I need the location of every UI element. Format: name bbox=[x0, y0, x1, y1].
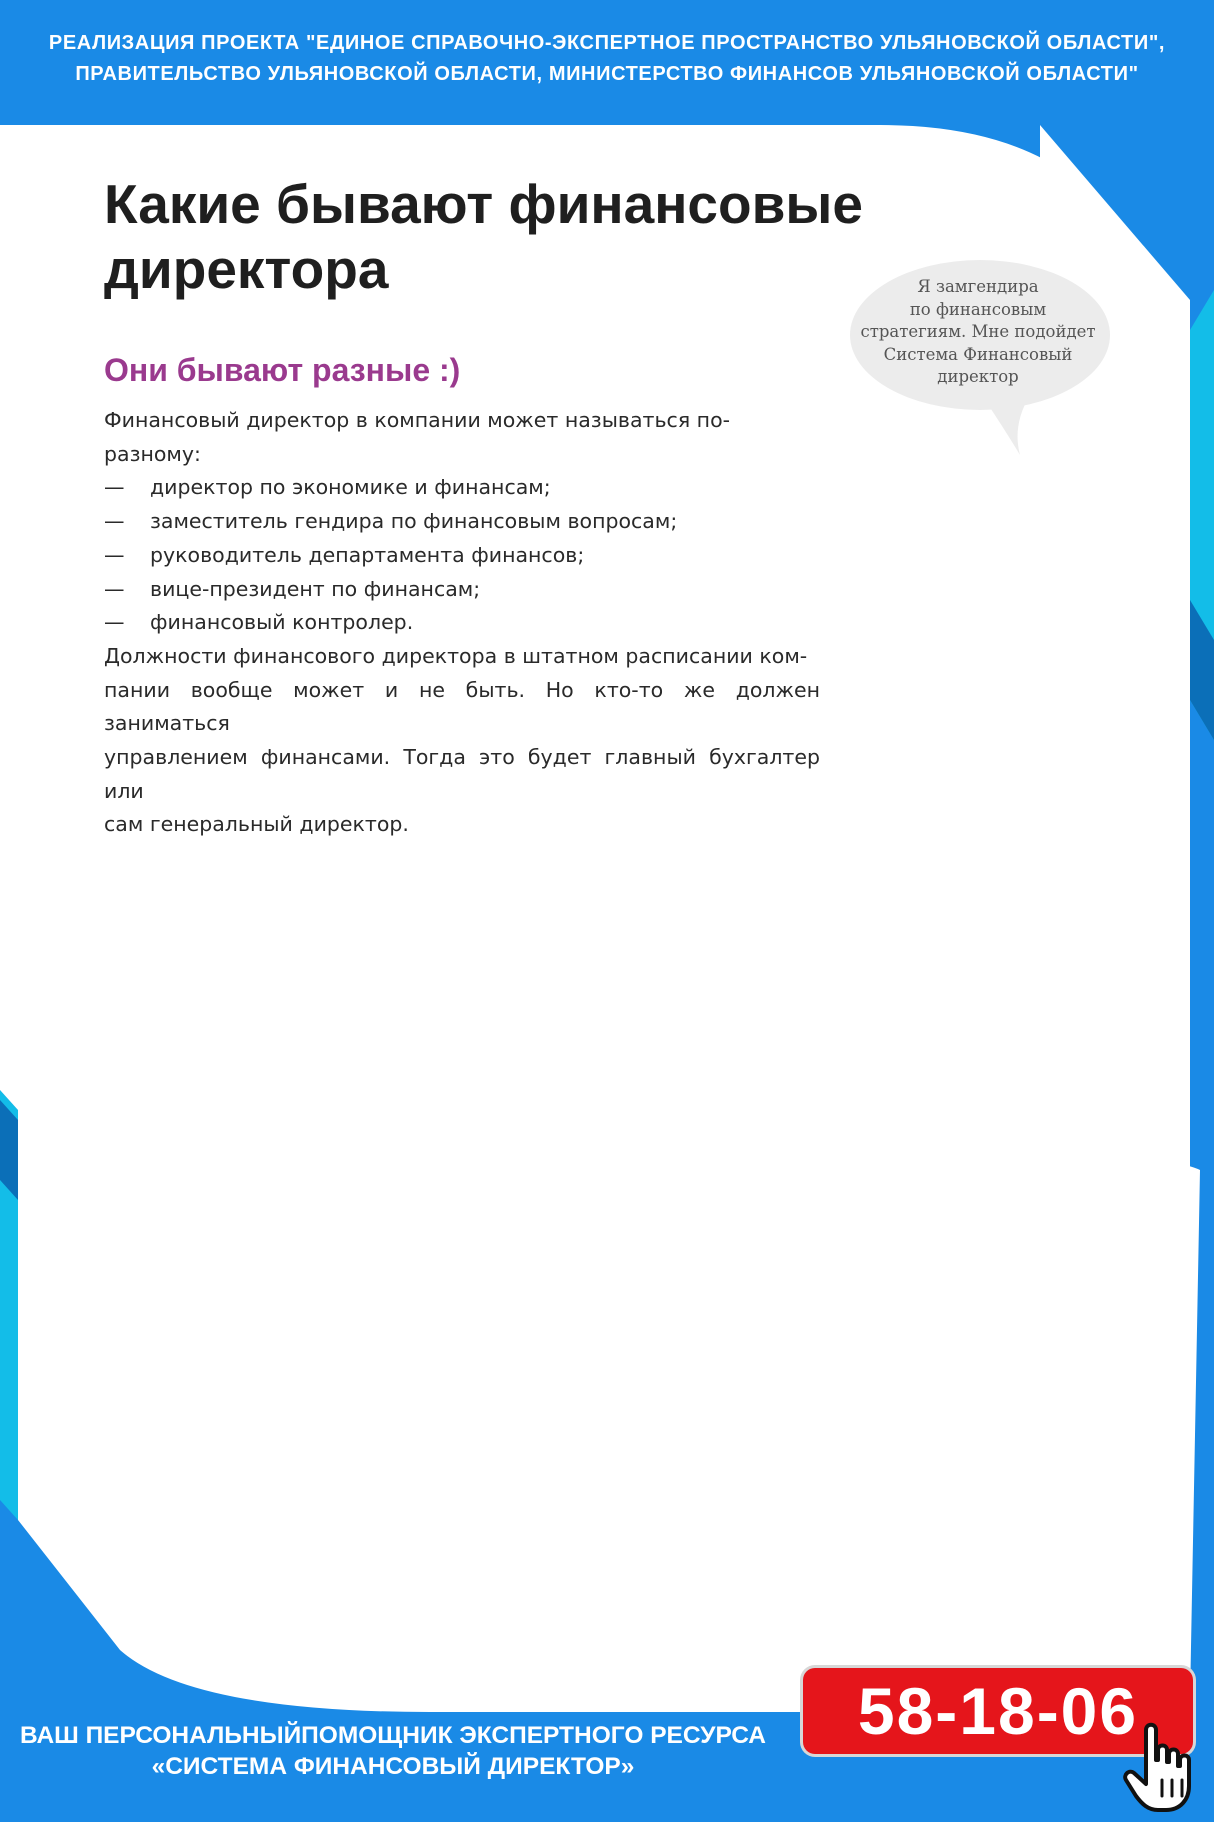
bubble-line-4: Система Финансовый bbox=[883, 344, 1073, 364]
list-item bbox=[104, 573, 820, 607]
list-dash: — bbox=[104, 542, 125, 567]
bubble-line-1: Я замгендира bbox=[917, 277, 1039, 296]
list-item-text: руководитель департамента финансов; bbox=[150, 542, 585, 567]
page-title bbox=[104, 172, 924, 302]
closing-line-1: Должности финансового директора в штатном расписании ком- bbox=[104, 643, 808, 668]
section-subtitle: Они бывают разные :) bbox=[104, 352, 461, 388]
pointing-hand-cursor-icon bbox=[1122, 1720, 1194, 1814]
list-dash: — bbox=[104, 509, 125, 534]
closing-line-4: сам генеральный директор. bbox=[104, 812, 409, 837]
footer-line-1: ВАШ ПЕРСОНАЛЬНЫЙПОМОЩНИК ЭКСПЕРТНОГО РЕСУРСА bbox=[19, 1722, 767, 1749]
closing-line-3: управлением финансами. Тогда это будет главный бухгалтер или bbox=[104, 745, 820, 803]
article-body bbox=[104, 404, 820, 842]
bubble-line-3: стратегиям. Мне подойдет bbox=[860, 322, 1096, 341]
footer-tagline bbox=[8, 1720, 778, 1782]
list-dash: — bbox=[104, 576, 125, 601]
list-item-text: директор по экономике и финансам; bbox=[150, 475, 551, 500]
list-item-text: вице-президент по финансам; bbox=[150, 576, 481, 601]
list-item bbox=[104, 505, 820, 539]
list-dash: — bbox=[104, 610, 125, 635]
bubble-line-2: по финансовым bbox=[909, 299, 1047, 319]
speech-bubble-text bbox=[858, 276, 1098, 389]
list-item bbox=[104, 539, 820, 573]
footer-line-2: «СИСТЕМА ФИНАНСОВЫЙ ДИРЕКТОР» bbox=[151, 1753, 635, 1780]
header-line-1: РЕАЛИЗАЦИЯ ПРОЕКТА "ЕДИНОЕ СПРАВОЧНО-ЭКСПЕРТНОЕ ПРОСТРАНСТВО УЛЬЯНОВСКОЙ ОБЛАСТИ", bbox=[48, 32, 1166, 54]
list-item-text: заместитель гендира по финансовым вопросам; bbox=[150, 509, 678, 534]
title-line-1: Какие бывают финансовые bbox=[104, 173, 863, 235]
list-item bbox=[104, 471, 820, 505]
list-dash: — bbox=[104, 475, 125, 500]
phone-number-button[interactable]: 58-18-06 bbox=[803, 1668, 1193, 1754]
title-line-2: директора bbox=[104, 238, 389, 300]
bubble-line-5: директор bbox=[937, 367, 1019, 386]
header-line-2: ПРАВИТЕЛЬСТВО УЛЬЯНОВСКОЙ ОБЛАСТИ, МИНИСТЕРСТВО ФИНАНСОВ УЛЬЯНОВСКОЙ ОБЛАСТИ" bbox=[75, 63, 1139, 85]
closing-line-2: пании вообще может и не быть. Но кто-то же должен заниматься bbox=[104, 677, 820, 736]
list-item bbox=[104, 606, 820, 640]
list-item-text: финансовый контролер. bbox=[150, 610, 414, 635]
header-banner bbox=[0, 0, 1214, 118]
title-variants-list bbox=[104, 471, 820, 640]
intro-paragraph: Финансовый директор в компании может называться по-разному: bbox=[104, 408, 731, 466]
